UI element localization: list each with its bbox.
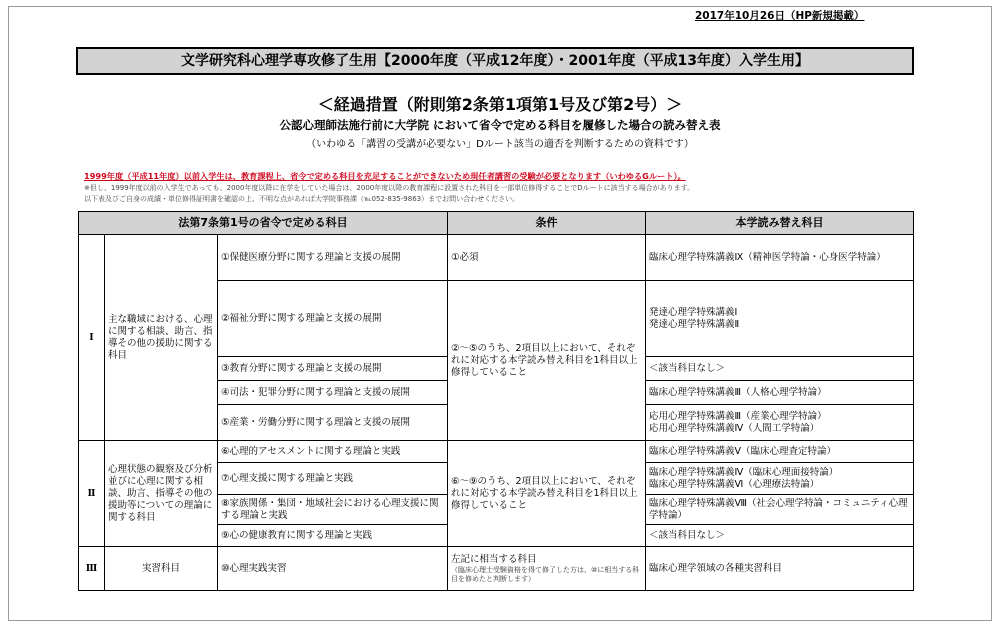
replacement-line: 発達心理学特殊講義Ⅰ (649, 306, 738, 318)
condition-cell: ①必須 (448, 235, 646, 281)
condition-cell: ⑥～⑨のうち、2項目以上において、それぞれに対応する本学読み替え科目を1科目以上修得していること (448, 441, 646, 547)
subject-cell: ③教育分野に関する理論と支援の展開 (218, 357, 448, 381)
subject-cell: ⑩心理実践実習 (218, 547, 448, 591)
conversion-table (78, 211, 914, 591)
subject-cell: ⑧家族関係・集団・地域社会における心理支援に関する理論と実践 (218, 495, 448, 525)
subject-cell: ①保健医療分野に関する理論と支援の展開 (218, 235, 448, 281)
condition-cell (448, 547, 646, 591)
group-numeral: Ⅲ (79, 547, 105, 591)
condition-text: 左記に相当する科目 (451, 553, 537, 565)
subject-cell: ⑥心理的アセスメントに関する理論と実践 (218, 441, 448, 463)
replacement-line: 臨床心理学特殊講義Ⅳ（臨床心理面接特論） (649, 466, 839, 478)
replacement-cell (646, 281, 914, 357)
replacement-cell: ＜該当科目なし＞ (646, 357, 914, 381)
condition-note: （臨床心理士受験資格を得て修了した方は、⑩に相当する科目を修めたと判断します） (451, 565, 640, 583)
exception-note: ※但し、1999年度以前の入学生であっても、2000年度以降に在学をしていた場合は、2000年度以降の教育課程に設置された科目を一部単位修得することでDルートに該当する場合があります。 (84, 184, 695, 192)
group-category: 実習科目 (105, 547, 218, 591)
replacement-cell: ＜該当科目なし＞ (646, 525, 914, 547)
section-heading: ＜経過措置（附則第2条第1項第1号及び第2号）＞ (317, 95, 683, 114)
replacement-cell: 臨床心理学特殊講義Ⅸ（精神医学特論・心身医学特論） (646, 235, 914, 281)
table-row (79, 235, 914, 281)
warning-note: 1999年度（平成11年度）以前入学生は、教育課程上、省令で定める科目を充足することができないため現任者講習の受験が必要となります（いわゆるGルート）。 (84, 171, 686, 181)
group-category: 主な職域における、心理に関する相談、助言、指導その他の援助に関する科目 (105, 235, 218, 441)
replacement-cell: 臨床心理学領域の各種実習科目 (646, 547, 914, 591)
group-category: 心理状態の観察及び分析並びに心理に関する相談、助言、指導その他の援助等についての理論に関する科目 (105, 441, 218, 547)
header-subject: 法第7条第1号の省令で定める科目 (79, 212, 448, 235)
replacement-cell (646, 405, 914, 441)
replacement-cell: 臨床心理学特殊講義Ⅲ（人格心理学特論） (646, 381, 914, 405)
group-numeral: Ⅱ (79, 441, 105, 547)
replacement-line: 臨床心理学特殊講義Ⅵ（心理療法特論） (649, 478, 820, 490)
replacement-line: 応用心理学特殊講義Ⅳ（人間工学特論） (649, 422, 820, 434)
header-replacement: 本学読み替え科目 (646, 212, 914, 235)
table-row (79, 441, 914, 463)
condition-cell: ②～⑤のうち、2項目以上において、それぞれに対応する本学読み替え科目を1科目以上修得していること (448, 281, 646, 441)
replacement-line: 応用心理学特殊講義Ⅲ（産業心理学特論） (649, 410, 827, 422)
contact-note: 以下表及びご自身の成績・単位修得証明書を確認の上、不明な点があれば大学院事務課（℡052-835-9863）までお問い合わせください。 (84, 195, 520, 203)
replacement-line: 発達心理学特殊講義Ⅱ (649, 318, 740, 330)
publish-date: 2017年10月26日（HP新規掲載） (695, 10, 865, 22)
subject-cell: ④司法・犯罪分野に関する理論と支援の展開 (218, 381, 448, 405)
subject-cell: ⑦心理支援に関する理論と実践 (218, 463, 448, 495)
replacement-cell: 臨床心理学特殊講義Ⅴ（臨床心理査定特論） (646, 441, 914, 463)
subject-cell: ⑤産業・労働分野に関する理論と支援の展開 (218, 405, 448, 441)
table-header-row (79, 212, 914, 235)
replacement-cell (646, 463, 914, 495)
subject-cell: ②福祉分野に関する理論と支援の展開 (218, 281, 448, 357)
section-description: （いわゆる「講習の受講が必要ない」Dルート該当の適否を判断するための資料です） (306, 139, 694, 150)
replacement-cell: 臨床心理学特殊講義Ⅷ（社会心理学特論・コミュニティ心理学特論） (646, 495, 914, 525)
group-numeral: Ⅰ (79, 235, 105, 441)
header-condition: 条件 (448, 212, 646, 235)
section-subheading: 公認心理師法施行前に大学院 において省令で定める科目を履修した場合の読み替え表 (279, 118, 721, 132)
table-row (79, 547, 914, 591)
document-title: 文学研究科心理学専攻修了生用【2000年度（平成12年度）・2001年度（平成13年度）入学生用】 (76, 47, 914, 75)
subject-cell: ⑨心の健康教育に関する理論と実践 (218, 525, 448, 547)
